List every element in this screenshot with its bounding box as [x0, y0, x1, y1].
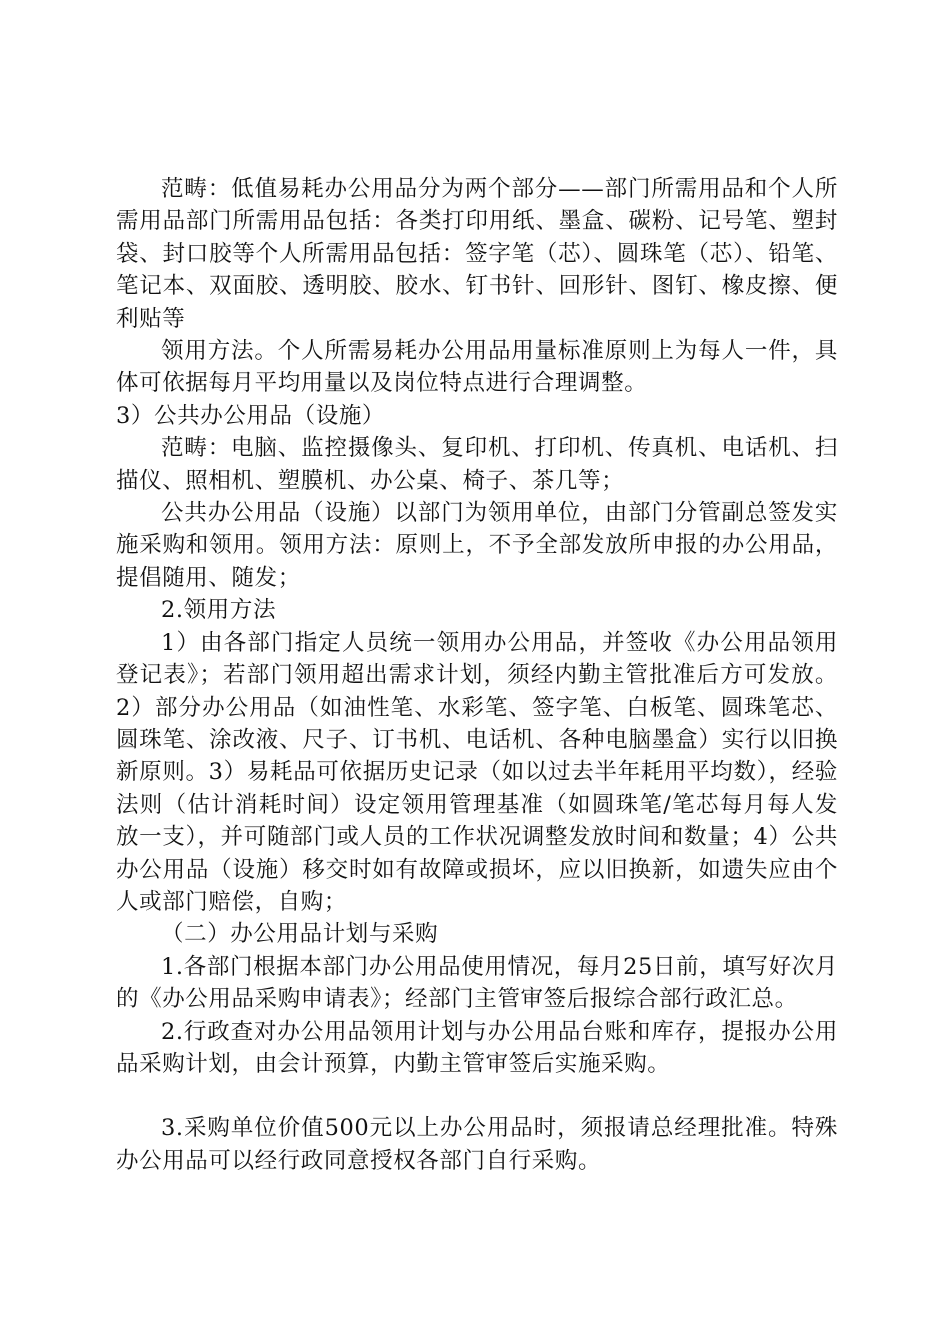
- document-body: [116, 173, 838, 1177]
- paragraph-usage-rules: 1）由各部门指定人员统一领用办公用品，并签收《办公用品领用登记表》；若部门领用超出需求计划，须经内勤主管批准后方可发放。2）部分办公用品（如油性笔、水彩笔、签字笔、白板笔、圆珠笔芯、圆珠笔、涂改液、尺子、订书机、电话机、各种电脑墨盒）实行以旧换新原则。3）易耗品可依据历史记录（如以过去半年耗用平均数），经验法则（估计消耗时间）设定领用管理基准（如圆珠笔/笔芯每月每人发放一支），并可随部门或人员的工作状况调整发放时间和数量；4）公共办公用品（设施）移交时如有故障或损坏，应以旧换新，如遗失应由个人或部门赔偿，自购；: [116, 629, 838, 915]
- paragraph-usage-method: 领用方法。个人所需易耗办公用品用量标准原则上为每人一件，具体可依据每月平均用量以及岗位特点进行合理调整。: [116, 338, 838, 397]
- paragraph-scope-public: 范畴：电脑、监控摄像头、复印机、打印机、传真机、电话机、扫描仪、照相机、塑膜机、办公桌、椅子、茶几等；: [116, 435, 838, 494]
- heading-plan-purchase: （二）办公用品计划与采购: [161, 921, 439, 948]
- paragraph-plan-1: 1.各部门根据本部门办公用品使用情况，每月25日前，填写好次月的《办公用品采购申请表》；经部门主管审签后报综合部行政汇总。: [116, 953, 838, 1013]
- heading-public-supplies: 3）公共办公用品（设施）: [116, 402, 386, 429]
- paragraph-public-usage: 公共办公用品（设施）以部门为领用单位，由部门分管副总签发实施采购和领用。领用方法：原则上，不予全部发放所申报的办公用品，提倡随用、随发；: [116, 500, 838, 591]
- paragraph-plan-3: 3.采购单位价值500元以上办公用品时，须报请总经理批准。特殊办公用品可以经行政同意授权各部门自行采购。: [116, 1115, 838, 1174]
- paragraph-scope-consumables: 范畴：低值易耗办公用品分为两个部分——部门所需用品和个人所需用品部门所需用品包括：各类打印用纸、墨盒、碳粉、记号笔、塑封袋、封口胶等个人所需用品包括：签字笔（芯）、圆珠笔（芯）、铅笔、笔记本、双面胶、透明胶、胶水、钉书针、回形针、图钉、橡皮擦、便利贴等: [116, 176, 838, 332]
- paragraph-plan-2: 2.行政查对办公用品领用计划与办公用品台账和库存，提报办公用品采购计划，由会计预算，内勤主管审签后实施采购。: [116, 1018, 838, 1077]
- heading-usage-method: 2.领用方法: [161, 597, 277, 624]
